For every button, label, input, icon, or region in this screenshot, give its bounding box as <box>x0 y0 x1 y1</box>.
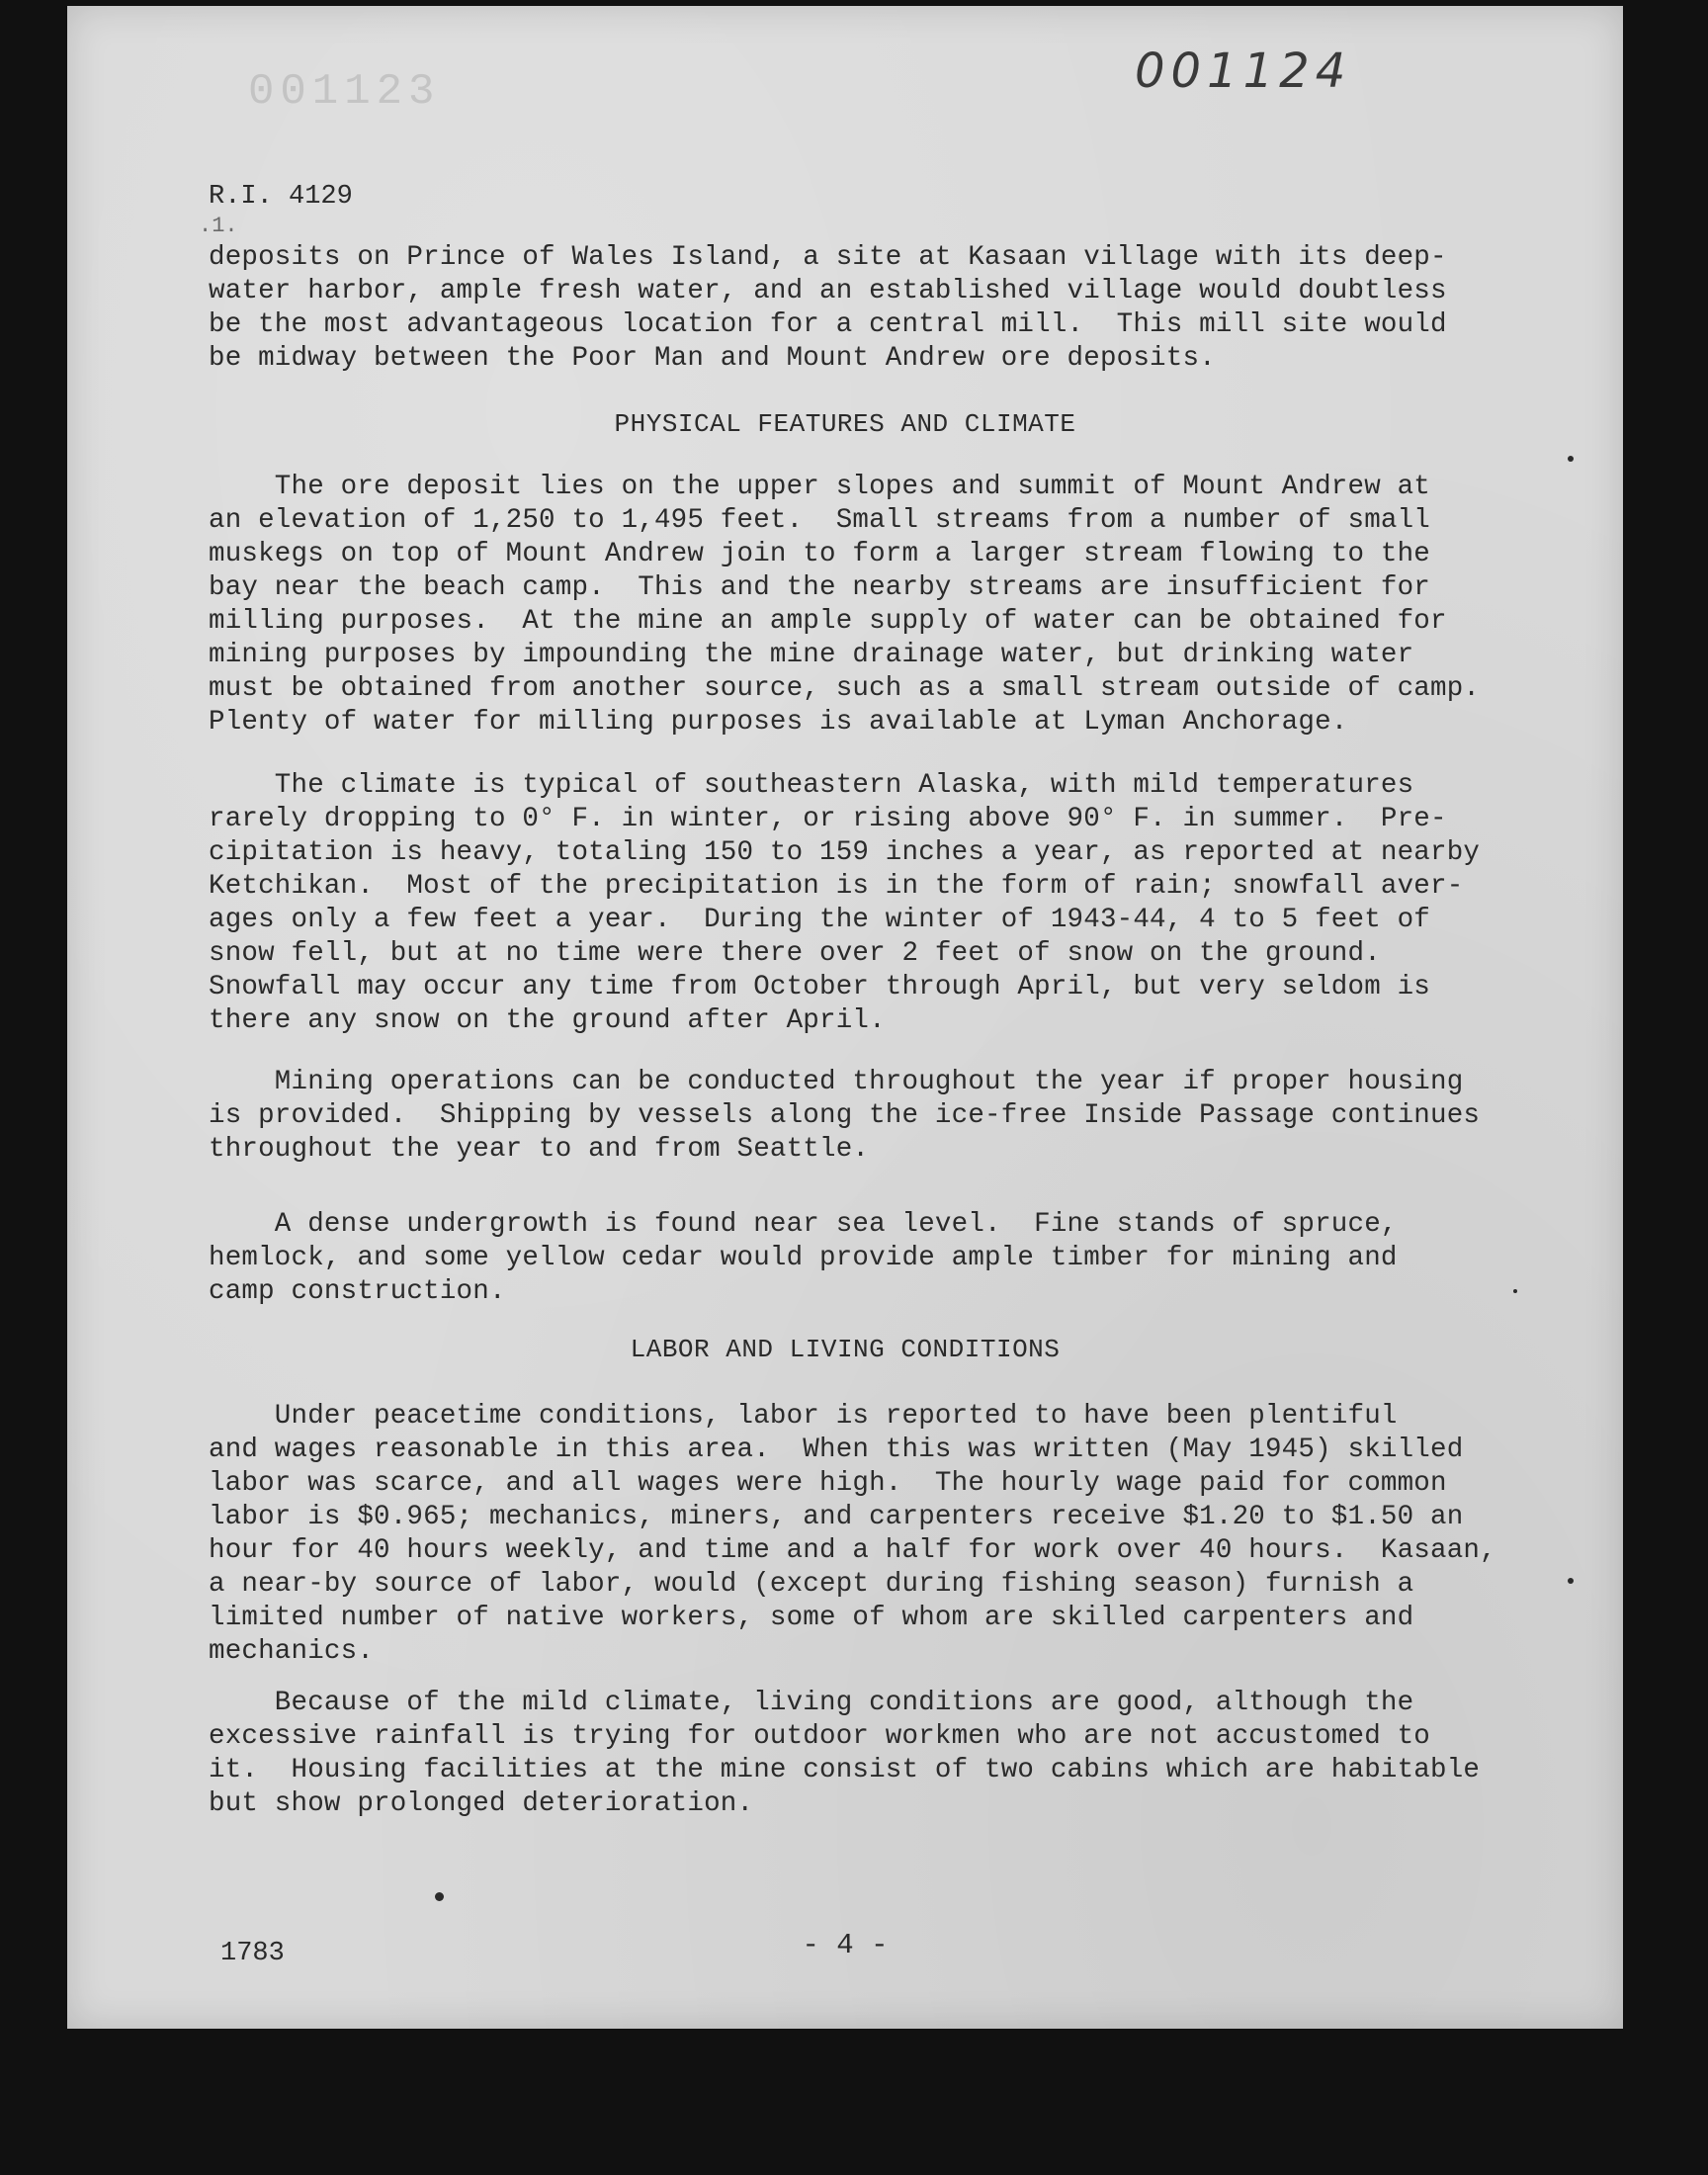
paragraph-line: be midway between the Poor Man and Mount Andrew ore deposits. <box>209 343 1216 374</box>
paragraph-line: labor was scarce, and all wages were high. The hourly wage paid for common <box>209 1468 1447 1499</box>
paragraph-line: camp construction. <box>209 1276 506 1307</box>
page-number: - 4 - <box>802 1929 889 1961</box>
paragraph-line: hour for 40 hours weekly, and time and a half for work over 40 hours. Kasaan, <box>209 1535 1496 1566</box>
paragraph-line: a near-by source of labor, would (except during fishing season) furnish a <box>209 1569 1414 1600</box>
paragraph-line: Under peacetime conditions, labor is reported to have been plentiful <box>209 1401 1398 1432</box>
paragraph-line: mechanics. <box>209 1636 375 1667</box>
paragraph-line: Snowfall may occur any time from October through April, but very seldom is <box>209 972 1430 1002</box>
paragraph-line: mining purposes by impounding the mine drainage water, but drinking water <box>209 640 1414 670</box>
paragraph-line: A dense undergrowth is found near sea level. Fine stands of spruce, <box>209 1209 1398 1240</box>
paragraph-line: bay near the beach camp. This and the nearby streams are insufficient for <box>209 572 1430 603</box>
paragraph-line: muskegs on top of Mount Andrew join to form a larger stream flowing to the <box>209 539 1430 569</box>
scan-speck <box>1513 1289 1517 1293</box>
paragraph-line: snow fell, but at no time were there over 2 feet of snow on the ground. <box>209 938 1381 969</box>
footer-code: 1783 <box>220 1939 285 1968</box>
paragraph-line: rarely dropping to 0° F. in winter, or rising above 90° F. in summer. Pre- <box>209 804 1447 834</box>
paragraph-line: deposits on Prince of Wales Island, a site at Kasaan village with its deep- <box>209 242 1447 273</box>
paragraph-line: The ore deposit lies on the upper slopes and summit of Mount Andrew at <box>209 472 1430 502</box>
mining-operations-paragraph <box>209 1066 1573 1167</box>
paragraph-line: throughout the year to and from Seattle. <box>209 1134 870 1165</box>
labor-paragraph <box>209 1400 1573 1669</box>
paragraph-line: must be obtained from another source, such as a small stream outside of camp. <box>209 673 1481 704</box>
scan-speck <box>1568 456 1574 462</box>
section-heading-labor: LABOR AND LIVING CONDITIONS <box>630 1335 1061 1364</box>
paragraph-line: be the most advantageous location for a central mill. This mill site would <box>209 309 1447 340</box>
paragraph-line: and wages reasonable in this area. When this was written (May 1945) skilled <box>209 1435 1464 1465</box>
paragraph-line: but show prolonged deterioration. <box>209 1788 754 1819</box>
paragraph-line: ages only a few feet a year. During the winter of 1943-44, 4 to 5 feet of <box>209 905 1430 935</box>
paragraph-line: The climate is typical of southeastern Alaska, with mild temperatures <box>209 770 1414 801</box>
bleed-through-page-number: 001123 <box>248 67 441 117</box>
climate-paragraph <box>209 769 1573 1038</box>
paragraph-line: it. Housing facilities at the mine consist of two cabins which are habitable <box>209 1755 1481 1785</box>
undergrowth-paragraph <box>209 1208 1573 1309</box>
paragraph-line: is provided. Shipping by vessels along the ice-free Inside Passage continues <box>209 1100 1481 1131</box>
report-reference: R.I. 4129 <box>209 182 353 212</box>
paragraph-line: Ketchikan. Most of the precipitation is in the form of rain; snowfall aver- <box>209 871 1464 902</box>
paragraph-line: labor is $0.965; mechanics, miners, and carpenters receive $1.20 to $1.50 an <box>209 1502 1464 1532</box>
scan-speck <box>435 1892 444 1901</box>
paragraph-line: hemlock, and some yellow cedar would provide ample timber for mining and <box>209 1243 1398 1273</box>
living-conditions-paragraph <box>209 1687 1573 1821</box>
paragraph-line: water harbor, ample fresh water, and an established village would doubtless <box>209 276 1447 306</box>
stamped-document-number: 001124 <box>1135 44 1352 99</box>
paragraph-line: Because of the mild climate, living conditions are good, although the <box>209 1688 1414 1718</box>
paragraph-line: Plenty of water for milling purposes is available at Lyman Anchorage. <box>209 707 1348 738</box>
scan-speck <box>1568 1578 1574 1584</box>
paragraph-line: there any snow on the ground after April. <box>209 1005 886 1036</box>
paragraph-line: an elevation of 1,250 to 1,495 feet. Small streams from a number of small <box>209 505 1430 536</box>
paragraph-line: cipitation is heavy, totaling 150 to 159 inches a year, as reported at nearby <box>209 837 1481 868</box>
paragraph-line: milling purposes. At the mine an ample supply of water can be obtained for <box>209 606 1447 637</box>
section-heading-physical-features: PHYSICAL FEATURES AND CLIMATE <box>614 409 1076 439</box>
intro-paragraph <box>209 241 1573 376</box>
paragraph-line: Mining operations can be conducted throughout the year if proper housing <box>209 1067 1464 1097</box>
ore-deposit-paragraph <box>209 471 1573 740</box>
document-page <box>67 6 1623 2029</box>
report-subreference: .1. <box>199 214 238 238</box>
paragraph-line: limited number of native workers, some of whom are skilled carpenters and <box>209 1603 1414 1633</box>
paragraph-line: excessive rainfall is trying for outdoor workmen who are not accustomed to <box>209 1721 1430 1752</box>
